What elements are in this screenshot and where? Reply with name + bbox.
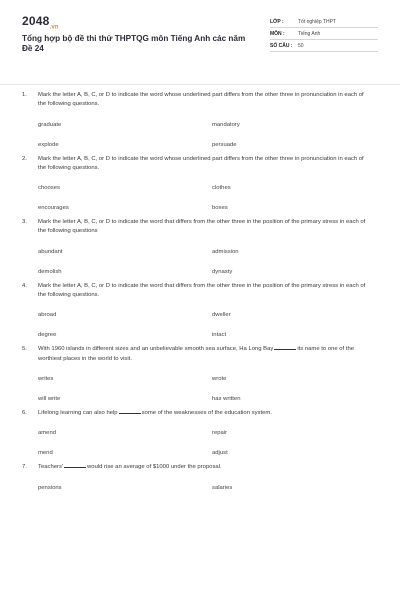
meta-key-mon: MÔN :: [270, 30, 285, 37]
meta-row-mon: [270, 28, 378, 40]
answer-option[interactable]: pensions: [38, 484, 62, 491]
question-text-pre: Mark the letter A, B, C, or D to indicate the word whose underlined part differs from the other three in pronunciation in each of the following questions.: [38, 92, 364, 108]
question-text: [38, 345, 378, 364]
question-2: [22, 155, 378, 214]
meta-val-so-cau: 50: [298, 42, 304, 49]
question-number: 5.: [22, 346, 27, 353]
answer-option[interactable]: wrote: [212, 375, 227, 382]
question-text-pre: Mark the letter A, B, C, or D to indicate the word whose underlined part differs from the other three in pronunciation in each of the following questions.: [38, 155, 364, 171]
question-number: 4.: [22, 282, 27, 289]
question-text: [38, 409, 378, 418]
answer-option[interactable]: repair: [212, 430, 228, 437]
question-stem: [22, 282, 378, 301]
answer-options: [22, 183, 378, 213]
question-1: [22, 91, 378, 150]
question-text-post: its name to one of the worthiest places in the world to visit.: [38, 346, 354, 362]
answer-options: [22, 120, 378, 150]
question-number: 6.: [22, 409, 27, 416]
answer-option[interactable]: adjust: [212, 450, 228, 457]
answer-option[interactable]: persuade: [212, 141, 237, 148]
meta-row-lop: [270, 16, 378, 28]
question-stem: [22, 345, 378, 364]
meta-val-lop: Tốt nghiệp THPT: [298, 18, 336, 25]
answer-option[interactable]: mend: [38, 450, 53, 457]
answer-option[interactable]: writes: [38, 375, 54, 382]
exam-meta: [270, 14, 378, 74]
question-text-post: would rise an average of $1000 under the proposal.: [87, 464, 222, 471]
answer-option[interactable]: amend: [38, 430, 57, 437]
answer-option[interactable]: salaries: [212, 484, 233, 491]
answer-option[interactable]: dweller: [212, 312, 231, 319]
question-6: [22, 409, 378, 458]
meta-val-mon: Tiếng Anh: [298, 30, 321, 37]
question-stem: [22, 91, 378, 110]
answer-option[interactable]: mandatory: [212, 121, 240, 128]
answer-option[interactable]: abundant: [38, 248, 63, 255]
question-3: [22, 218, 378, 277]
question-number: 3.: [22, 219, 27, 226]
question-stem: [22, 409, 378, 418]
answer-options: [22, 310, 378, 340]
answer-options: [22, 374, 378, 404]
question-list: [22, 91, 378, 493]
brand-logo[interactable]: [22, 14, 257, 30]
question-number: 7.: [22, 464, 27, 471]
document-title: [22, 34, 257, 54]
question-text: [38, 91, 378, 110]
answer-option[interactable]: clothes: [212, 185, 231, 192]
question-stem: [22, 218, 378, 237]
question-7: [22, 463, 378, 492]
meta-row-so-cau: [270, 40, 378, 52]
brand-suffix: .vn: [49, 24, 59, 31]
document-header: [22, 14, 378, 74]
answer-option[interactable]: chooses: [38, 185, 60, 192]
answer-option[interactable]: demolish: [38, 268, 62, 275]
question-text-pre: Teachers': [38, 464, 64, 471]
answer-options: [22, 247, 378, 277]
answer-option[interactable]: has written: [212, 395, 241, 402]
answer-option[interactable]: boxes: [212, 205, 228, 212]
answer-blank: [119, 409, 141, 414]
question-text-pre: Mark the letter A, B, C, or D to indicate the word that differs from the other three in the position of the primary stress in each of the following questions: [38, 219, 366, 235]
question-text: [38, 218, 378, 237]
answer-option[interactable]: will write: [38, 395, 61, 402]
title-line-1: Tổng hợp bộ đề thi thử THPTQG môn Tiếng Anh các năm: [22, 34, 246, 44]
answer-option[interactable]: graduate: [38, 121, 62, 128]
question-stem: [22, 463, 378, 472]
header-divider: [0, 84, 400, 85]
answer-options: [22, 483, 378, 493]
header-left: [22, 14, 257, 74]
answer-blank: [64, 463, 86, 468]
question-number: 2.: [22, 155, 27, 162]
question-text-pre: With 1960 islands in different sizes and an unbelievable smooth sea surface, Ha Long Bay: [38, 346, 274, 353]
question-5: [22, 345, 378, 404]
question-4: [22, 282, 378, 341]
question-text-pre: Lifelong learning can also help: [38, 409, 118, 416]
answer-options: [22, 428, 378, 458]
question-text-pre: Mark the letter A, B, C, or D to indicate the word that differs from the other three in the position of the primary stress in each of the following questions.: [38, 282, 366, 299]
question-stem: [22, 155, 378, 174]
answer-option[interactable]: degree: [38, 332, 57, 339]
meta-key-so-cau: SỐ CÂU :: [270, 42, 293, 49]
title-line-2: Đề 24: [22, 44, 44, 54]
question-number: 1.: [22, 92, 27, 98]
question-text: [38, 463, 378, 472]
answer-option[interactable]: intact: [212, 332, 227, 339]
question-text: [38, 282, 378, 301]
answer-option[interactable]: encourages: [38, 205, 69, 212]
answer-option[interactable]: explode: [38, 141, 59, 148]
answer-option[interactable]: abroad: [38, 312, 57, 319]
answer-blank: [274, 345, 296, 350]
question-text: [38, 155, 378, 174]
question-text-post: some of the weaknesses of the education system.: [141, 409, 272, 416]
brand-name: 2048: [22, 14, 50, 28]
meta-key-lop: LỚP :: [270, 18, 284, 25]
answer-option[interactable]: admission: [212, 248, 239, 255]
answer-option[interactable]: dynasty: [212, 268, 233, 275]
